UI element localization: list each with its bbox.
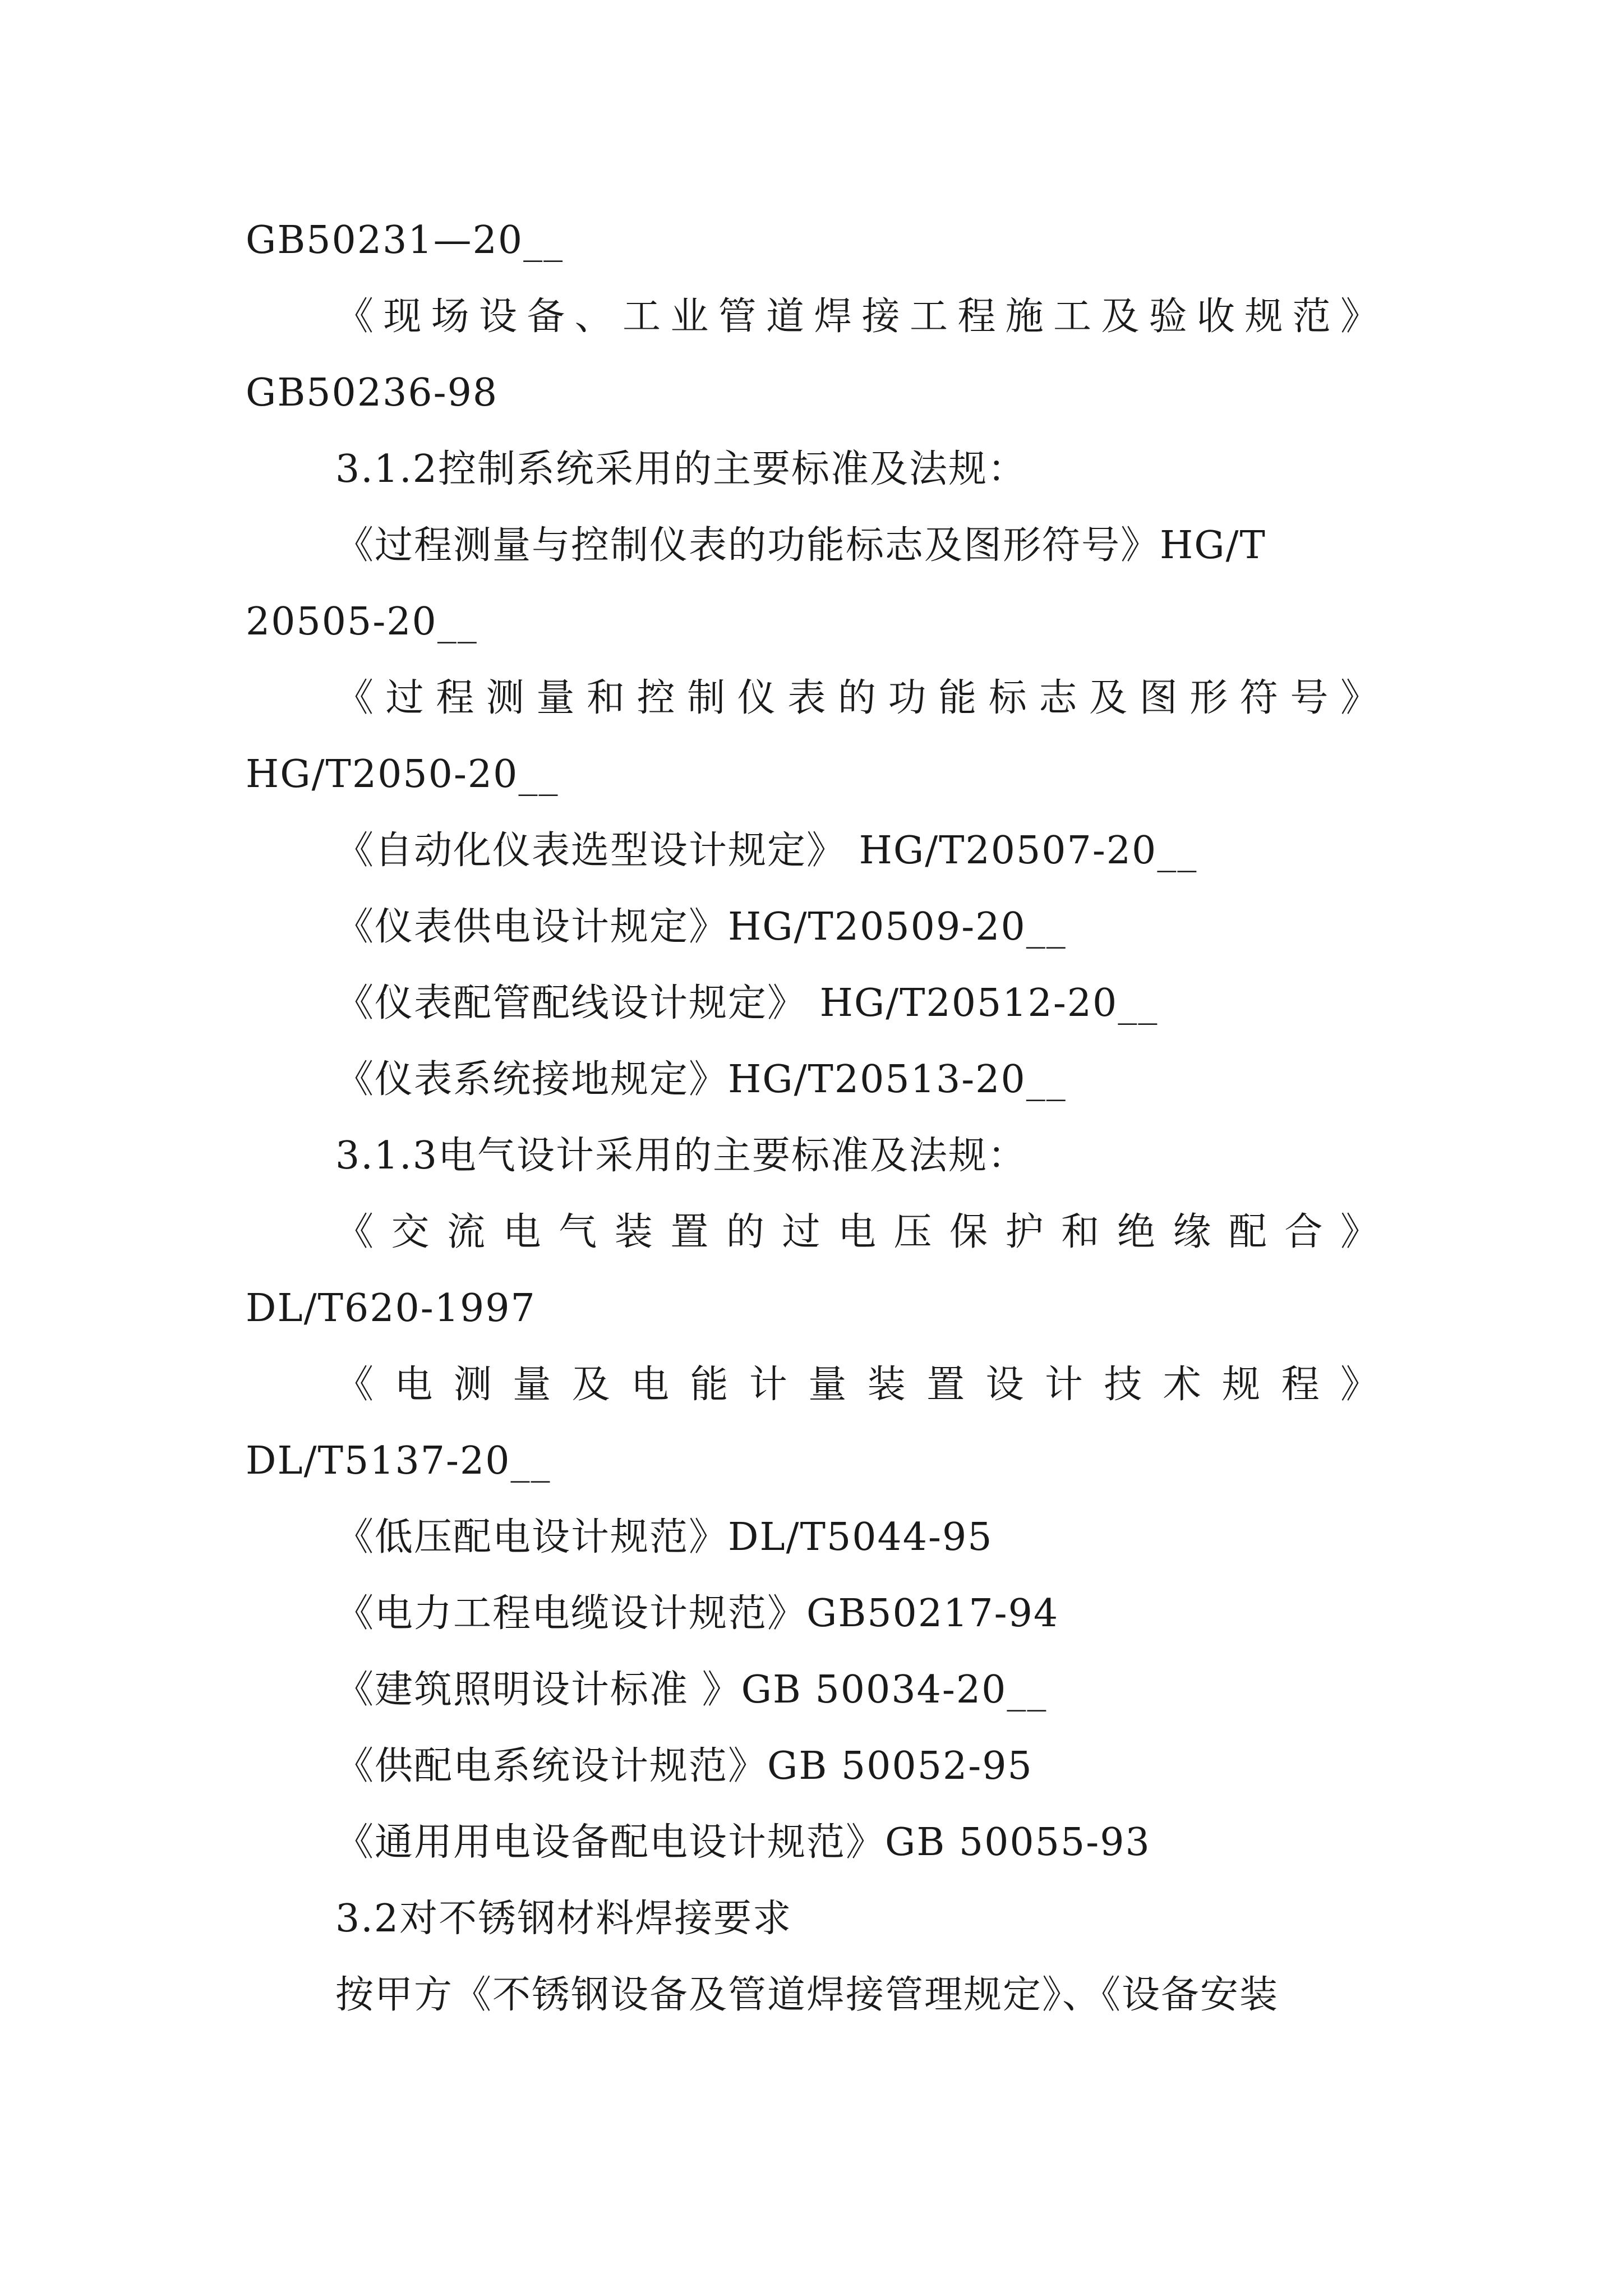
text-line-1: GB50231—20__ <box>246 218 564 263</box>
text-line-14: 《交流电气装置的过电压保护和绝缘配合》 <box>335 1210 1378 1254</box>
text-line-15: DL/T620-1997 <box>246 1286 536 1331</box>
text-line-3: GB50236-98 <box>246 371 499 415</box>
text-line-24: 按甲方《不锈钢设备及管道焊接管理规定》、《设备安装 <box>335 1973 1279 2017</box>
text-line-2: 《现场设备、工业管道焊接工程施工及验收规范》 <box>335 295 1378 339</box>
text-line-10: 《仪表供电设计规定》HG/T20509-20__ <box>335 905 1067 949</box>
text-line-5: 《过程测量与控制仪表的功能标志及图形符号》HG/T <box>335 523 1266 568</box>
text-line-11: 《仪表配管配线设计规定》 HG/T20512-20__ <box>335 981 1159 1025</box>
text-line-20: 《建筑照明设计标准 》GB 50034-20__ <box>335 1668 1048 1712</box>
section-heading-3-1-3: 3.1.3电气设计采用的主要标准及法规： <box>335 1134 1027 1178</box>
text-line-6: 20505-20__ <box>246 600 478 644</box>
text-line-19: 《电力工程电缆设计规范》GB50217-94 <box>335 1591 1059 1636</box>
text-line-18: 《低压配电设计规范》DL/T5044-95 <box>335 1515 993 1559</box>
text-line-21: 《供配电系统设计规范》GB 50052-95 <box>335 1744 1033 1788</box>
section-heading-3-1-2: 3.1.2控制系统采用的主要标准及法规： <box>335 447 1027 491</box>
text-line-7: 《过程测量和控制仪表的功能标志及图形符号》 <box>335 676 1378 720</box>
text-line-8: HG/T2050-20__ <box>246 752 559 797</box>
text-line-16: 《电测量及电能计量装置设计技术规程》 <box>335 1363 1378 1407</box>
section-heading-3-2: 3.2对不锈钢材料焊接要求 <box>335 1897 792 1941</box>
text-line-12: 《仪表系统接地规定》HG/T20513-20__ <box>335 1057 1067 1102</box>
text-line-17: DL/T5137-20__ <box>246 1439 551 1483</box>
text-line-22: 《通用用电设备配电设计规范》GB 50055-93 <box>335 1820 1151 1865</box>
text-line-9: 《自动化仪表选型设计规定》 HG/T20507-20__ <box>335 829 1198 873</box>
